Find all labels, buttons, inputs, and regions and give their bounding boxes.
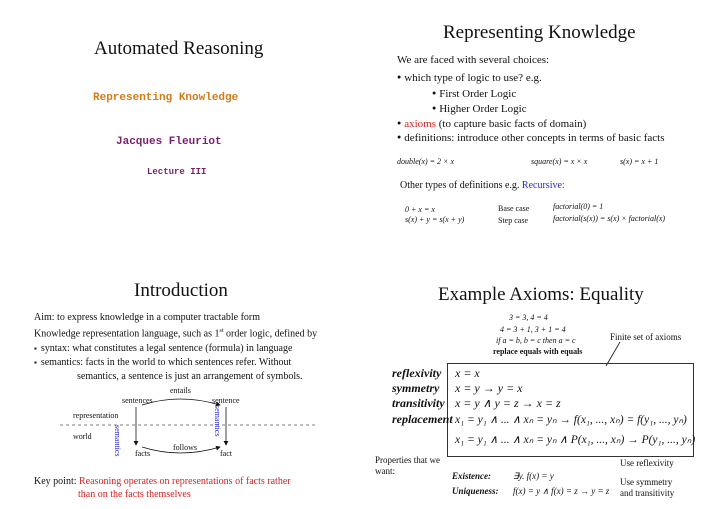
- diagram-sentence: sentence: [212, 396, 240, 405]
- key-point-continued: than on the facts themselves: [78, 489, 191, 500]
- axiom-replacement-predicate: x₁ = y₁ ∧ ... ∧ xₙ = yₙ ∧ P(x₁, ..., xₙ) → P(y₁, ..., yₙ): [455, 434, 696, 446]
- aim-text: Aim: to express knowledge in a computer tractable form: [34, 312, 261, 323]
- factorial-base: factorial(0) = 1: [553, 202, 604, 211]
- def-successor: s(x) = x + 1: [620, 157, 659, 166]
- rec-def-line1: 0 + x = x: [405, 205, 435, 214]
- finite-set-label: Finite set of axioms: [610, 332, 682, 342]
- use-symmetry-note: Use symmetry: [620, 477, 673, 487]
- existence-label: Existence:: [452, 471, 491, 481]
- axiom-reflexivity-label: reflexivity: [392, 366, 442, 380]
- factorial-step: factorial(s(x)) = s(x) × factorial(x): [553, 214, 666, 223]
- diagram-entails: entails: [170, 386, 191, 395]
- equality-example-4: replace equals with equals: [493, 347, 583, 356]
- properties-label: Properties that we: [375, 455, 440, 465]
- use-reflexivity-note: Use reflexivity: [620, 458, 674, 468]
- diagram-world: world: [73, 432, 92, 441]
- rec-def-line2: s(x) + y = s(x + y): [405, 215, 465, 224]
- slide2-bullet-axioms: ● axioms (to capture basic facts of domain): [397, 116, 586, 132]
- slide3-title: Introduction: [134, 280, 228, 301]
- axiom-replacement-label: replacement: [392, 412, 453, 426]
- slide1-subtitle: Representing Knowledge: [93, 92, 239, 104]
- diagram-facts: facts: [135, 449, 151, 458]
- axiom-symmetry-label: symmetry: [392, 381, 440, 395]
- axiom-transitivity-label: transitivity: [392, 396, 445, 410]
- semantics-continued: semantics, a sentence is just an arrangement of symbols.: [77, 371, 303, 382]
- slide1-title: Automated Reasoning: [94, 38, 264, 59]
- semantics-bullet: ▪ semantics: facts in the world to which sentences refer. Without: [34, 357, 291, 368]
- properties-label-continued: want:: [375, 466, 395, 476]
- other-definitions: Other types of definitions e.g. Recursive:: [400, 180, 565, 191]
- key-point: Key point: Reasoning operates on representations of facts rather: [34, 476, 291, 487]
- slide2-bullet-fol: ● First Order Logic: [432, 86, 516, 102]
- axiom-symmetry: x = y → y = x: [455, 381, 523, 395]
- axiom-transitivity: x = y ∧ y = z → x = z: [455, 396, 561, 410]
- base-case-label: Base case: [498, 204, 530, 213]
- equality-example-3: if a = b, b = c then a = c: [496, 336, 576, 345]
- krl-text: Knowledge representation language, such as 1st order logic, defined by: [34, 328, 318, 340]
- diagram-lines: [60, 385, 320, 465]
- slide4-title: Example Axioms: Equality: [438, 284, 644, 305]
- syntax-bullet: ▪ syntax: what constitutes a legal sentence (formula) in language: [34, 343, 292, 354]
- entails-arrow: [142, 399, 220, 405]
- diagram-semantics-right: semantics: [213, 405, 222, 437]
- slide1-author: Jacques Fleuriot: [116, 136, 222, 148]
- slide2-bullet-logic: ● which type of logic to use? e.g.: [397, 70, 542, 86]
- uniqueness-formula: f(x) = y ∧ f(x) = z → y = z: [513, 486, 610, 496]
- diagram-sentences: sentences: [122, 396, 153, 405]
- diagram-semantics-left: semantics: [113, 425, 122, 457]
- axiom-reflexivity: x = x: [455, 366, 480, 380]
- equality-example-2: 4 = 3 + 1, 3 + 1 = 4: [500, 325, 566, 334]
- diagram-representation: representation: [73, 411, 119, 420]
- use-transitivity-note: and transitivity: [620, 488, 675, 498]
- def-square: square(x) = x × x: [531, 157, 588, 166]
- diagram-follows: follows: [173, 443, 197, 452]
- uniqueness-label: Uniqueness:: [452, 486, 499, 496]
- axiom-replacement-function: x₁ = y₁ ∧ ... ∧ xₙ = yₙ → f(x₁, ..., xₙ) = f(y₁, ..., yₙ): [455, 414, 687, 426]
- slide2-bullet-definitions: ● definitions: introduce other concepts in terms of basic facts: [397, 130, 665, 146]
- slide2-intro: We are faced with several choices:: [397, 54, 550, 66]
- slide2-bullet-hol: ● Higher Order Logic: [432, 101, 527, 117]
- slide2-title: Representing Knowledge: [443, 22, 636, 43]
- slide1-lecture: Lecture III: [147, 167, 207, 177]
- existence-formula: ∃y. f(x) = y: [513, 471, 554, 481]
- diagram-fact: fact: [220, 449, 232, 458]
- equality-example-1: 3 = 3, 4 = 4: [509, 313, 548, 322]
- step-case-label: Step case: [498, 216, 528, 225]
- def-double: double(x) = 2 × x: [397, 157, 454, 166]
